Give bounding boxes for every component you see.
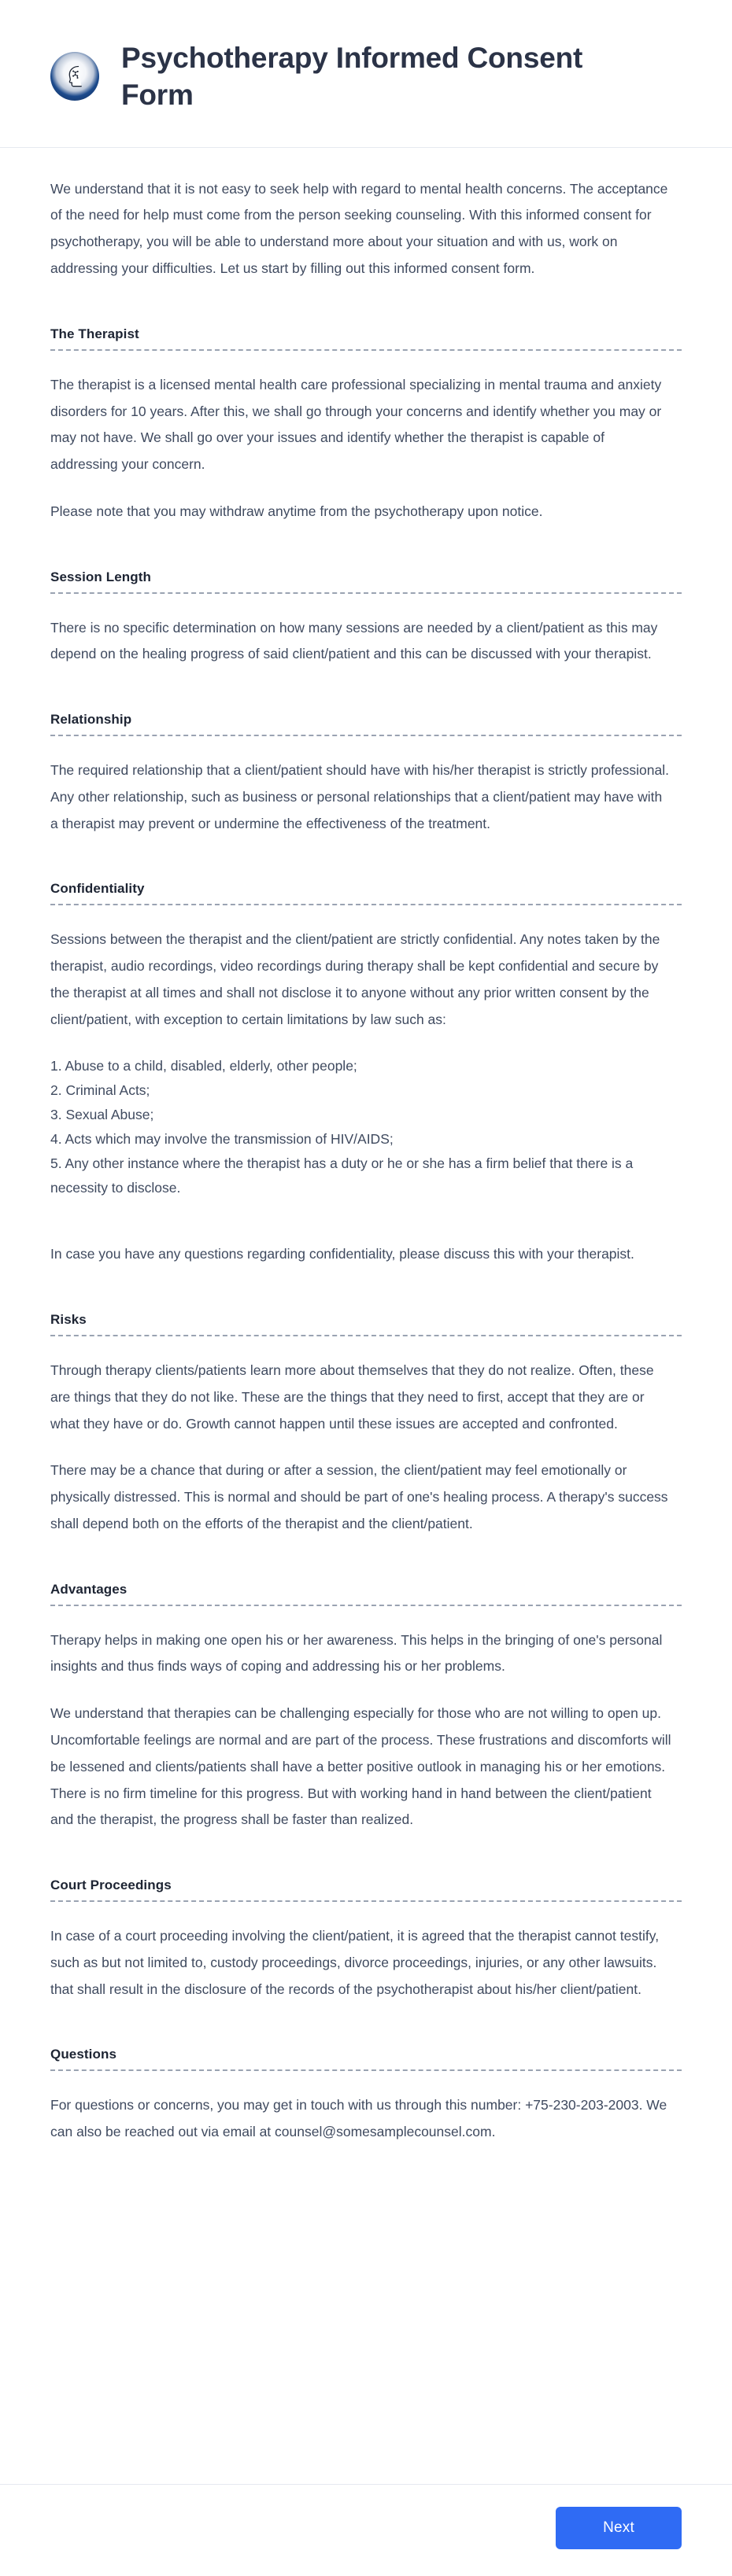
form-body — [0, 148, 732, 2484]
section-the-therapist — [50, 326, 682, 525]
list-item: 1. Abuse to a child, disabled, elderly, other people; — [50, 1057, 357, 1074]
section-heading: Court Proceedings — [50, 1878, 682, 1902]
form-header — [0, 0, 732, 148]
form-footer — [0, 2484, 732, 2576]
section-confidentiality — [50, 881, 682, 1268]
section-advantages — [50, 1582, 682, 1833]
section-paragraph: We understand that therapies can be challenging especially for those who are not willing to open up. Uncomfortable feelings are normal and are part of the process. These frustrations and discomforts will be lessened and clients/patients shall have a better positive outlook in managing his or her emotions. There is no firm timeline for this progress. But with working hand in hand between the client/patient and the therapist, the progress shall be faster than realized. — [50, 1705, 671, 1828]
section-paragraph: For questions or concerns, you may get in touch with us through this number: +75-230-203-2003. We can also be reached out via email at counsel@somesamplecounsel.com. — [50, 2097, 667, 2140]
section-heading: The Therapist — [50, 326, 682, 351]
section-intro — [50, 176, 682, 282]
section-questions — [50, 2047, 682, 2146]
section-session-length — [50, 569, 682, 669]
section-heading: Risks — [50, 1312, 682, 1336]
section-paragraph: Therapy helps in making one open his or her awareness. This helps in the bringing of one's personal insights and thus finds ways of coping and addressing his or her problems. — [50, 1631, 663, 1675]
list-item: 5. Any other instance where the therapist has a duty or he or she has a firm belief that there is a necessity to disclose. — [50, 1155, 634, 1196]
list-item: 4. Acts which may involve the transmission of HIV/AIDS; — [50, 1130, 394, 1147]
spacer — [50, 1221, 682, 1241]
section-paragraph: Please note that you may withdraw anytime from the psychotherapy upon notice. — [50, 503, 543, 519]
section-heading: Session Length — [50, 569, 682, 594]
section-heading: Relationship — [50, 712, 682, 736]
list-item: 2. Criminal Acts; — [50, 1082, 150, 1098]
list-item: 3. Sexual Abuse; — [50, 1106, 154, 1122]
intro-paragraph: We understand that it is not easy to seek help with regard to mental health concerns. The acceptance of the need for help must come from the person seeking counseling. With this informed consent for psychotherapy, you will be able to understand more about your situation and with us, work on addressing your difficulties. Let us start by filling out this informed consent form. — [50, 180, 668, 277]
section-paragraph: The therapist is a licensed mental health care professional specializing in mental trauma and anxiety disorders for 10 years. After this, we shall go through your concerns and identify whether you may or may not have. We shall go over your issues and identify whether the therapist is capable of addressing your concern. — [50, 376, 662, 473]
section-paragraph: The required relationship that a client/patient should have with his/her therapist is strictly professional. Any other relationship, such as business or personal relationships that a client/patient may have with a therapist may prevent or undermine the effectiveness of the treatment. — [50, 762, 669, 831]
section-heading: Advantages — [50, 1582, 682, 1606]
section-relationship — [50, 712, 682, 837]
section-heading: Questions — [50, 2047, 682, 2071]
section-court-proceedings — [50, 1878, 682, 2003]
next-button[interactable]: Next — [556, 2507, 682, 2549]
head-brain-icon — [50, 52, 99, 101]
page-title: Psychotherapy Informed Consent Form — [121, 42, 583, 112]
section-paragraph: Sessions between the therapist and the client/patient are strictly confidential. Any notes taken by the therapist, audio recordings, video recordings during therapy shall be kept confidential and secure by the therapist at all times and shall not disclose it to anyone without any prior written consent by the client/patient, with exception to certain limitations by law such as: — [50, 931, 660, 1027]
section-paragraph: There may be a chance that during or after a session, the client/patient may feel emotionally or physically distressed. This is normal and should be part of one's healing process. A therapy's success shall depend both on the efforts of the therapist and the client/patient. — [50, 1462, 668, 1531]
section-paragraph: Through therapy clients/patients learn more about themselves that they do not realize. Often, these are things that they do not like. These are the things that they need to first, accept that they are or what they have or do. Growth cannot happen until these issues are accepted and confronted. — [50, 1362, 654, 1432]
confidentiality-exceptions-list — [50, 1054, 672, 1201]
section-heading: Confidentiality — [50, 881, 682, 905]
section-paragraph: In case of a court proceeding involving the client/patient, it is agreed that the therapist cannot testify, such as but not limited to, custody proceedings, divorce proceedings, injuries, or any other lawsuits. that shall result in the disclosure of the records of the psychotherapist about his/her client/patient. — [50, 1928, 660, 1997]
section-risks — [50, 1312, 682, 1538]
section-paragraph: There is no specific determination on how many sessions are needed by a client/patient as this may depend on the healing progress of said client/patient and this can be discussed with your therapist. — [50, 619, 658, 662]
section-paragraph: In case you have any questions regarding confidentiality, please discuss this with your therapist. — [50, 1246, 634, 1262]
